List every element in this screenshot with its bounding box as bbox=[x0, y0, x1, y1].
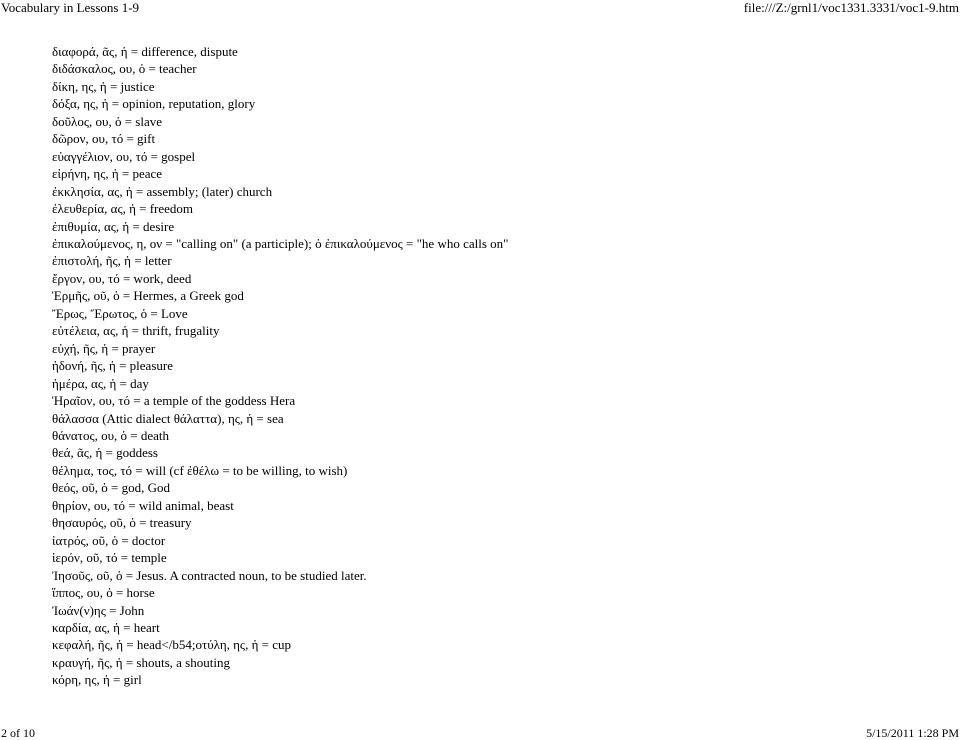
vocab-entry: θέλημα, τος, τό = will (cf ἐθέλω = to be willing, to wish) bbox=[52, 462, 348, 478]
vocab-entry: ἱερόν, οῦ, τό = temple bbox=[52, 550, 167, 566]
page-header-url: file:///Z:/grnl1/voc1331.3331/voc1-9.htm bbox=[743, 0, 959, 15]
print-datetime: 5/15/2011 1:28 PM bbox=[866, 726, 959, 740]
vocab-entry: θεά, ᾶς, ἡ = goddess bbox=[52, 445, 158, 461]
vocab-entry: ἰατρός, οῦ, ὁ = doctor bbox=[52, 532, 166, 548]
vocab-entry: Ἡραῖον, ου, τό = a temple of the goddess Hera bbox=[52, 393, 296, 409]
vocab-entry: ἐπικαλούμενος, η, ον = "calling on" (a participle); ὁ ἐπικαλούμενος = "he who calls on" bbox=[52, 235, 509, 251]
page-number: 2 of 10 bbox=[1, 726, 35, 740]
vocabulary-list bbox=[52, 43, 508, 689]
vocab-entry: κεφαλή, ῆς, ἡ = head</b54;οτύλη, ης, ἡ = cup bbox=[52, 637, 291, 653]
vocab-entry: Ἰωάν(ν)ης = John bbox=[52, 602, 145, 618]
vocab-entry: ἐπιστολή, ῆς, ἡ = letter bbox=[52, 253, 172, 269]
vocab-entry: ἡμέρα, ας, ἡ = day bbox=[52, 375, 149, 391]
vocab-entry: θησαυρός, οῦ, ὁ = treasury bbox=[52, 515, 192, 531]
vocab-entry: δόξα, ης, ἡ = opinion, reputation, glory bbox=[52, 96, 256, 112]
vocab-entry: διδάσκαλος, ου, ὁ = teacher bbox=[52, 61, 197, 77]
vocab-entry: Ἔρως, Ἔρωτος, ὁ = Love bbox=[52, 305, 188, 321]
page-header-title: Vocabulary in Lessons 1-9 bbox=[1, 0, 140, 15]
vocab-entry: δοῦλος, ου, ὁ = slave bbox=[52, 113, 162, 129]
vocab-entry: εὐτέλεια, ας, ἡ = thrift, frugality bbox=[52, 323, 220, 339]
vocab-entry: ἐπιθυμία, ας, ἡ = desire bbox=[52, 218, 175, 234]
vocab-entry: ἐκκλησία, ας, ἡ = assembly; (later) church bbox=[52, 183, 273, 199]
vocab-entry: ἵππος, ου, ὁ = horse bbox=[52, 585, 155, 601]
vocab-entry: δῶρον, ου, τό = gift bbox=[52, 131, 156, 147]
vocab-entry: ἡδονή, ῆς, ἡ = pleasure bbox=[52, 358, 173, 374]
vocab-entry: εὐαγγέλιον, ου, τό = gospel bbox=[52, 148, 196, 164]
vocab-entry: καρδία, ας, ἡ = heart bbox=[52, 619, 160, 635]
vocab-entry: εἰρήνη, ης, ἡ = peace bbox=[52, 166, 163, 182]
vocab-entry: θάλασσα (Attic dialect θάλαττα), ης, ἡ = sea bbox=[52, 410, 284, 426]
vocab-entry: κόρη, ης, ἡ = girl bbox=[52, 672, 142, 688]
vocab-entry: θάνατος, ου, ὁ = death bbox=[52, 427, 170, 443]
vocab-entry: δίκη, ης, ἡ = justice bbox=[52, 78, 155, 94]
vocab-entry: Ἰησοῦς, οῦ, ὁ = Jesus. A contracted noun, to be studied later. bbox=[52, 567, 367, 583]
vocab-entry: διαφορά, ᾶς, ἡ = difference, dispute bbox=[52, 44, 238, 59]
vocab-entry: εὐχή, ῆς, ἡ = prayer bbox=[52, 340, 156, 356]
vocab-entry: θεός, οῦ, ὁ = god, God bbox=[52, 480, 170, 496]
vocab-entry: Ἑρμῆς, οῦ, ὁ = Hermes, a Greek god bbox=[52, 288, 244, 304]
vocab-entry: ἔργον, ου, τό = work, deed bbox=[52, 270, 192, 286]
vocab-entry: ἐλευθερία, ας, ἡ = freedom bbox=[52, 201, 194, 217]
vocab-entry: κραυγή, ῆς, ἡ = shouts, a shouting bbox=[52, 654, 230, 670]
vocab-entry: θηρίον, ου, τό = wild animal, beast bbox=[52, 497, 234, 513]
